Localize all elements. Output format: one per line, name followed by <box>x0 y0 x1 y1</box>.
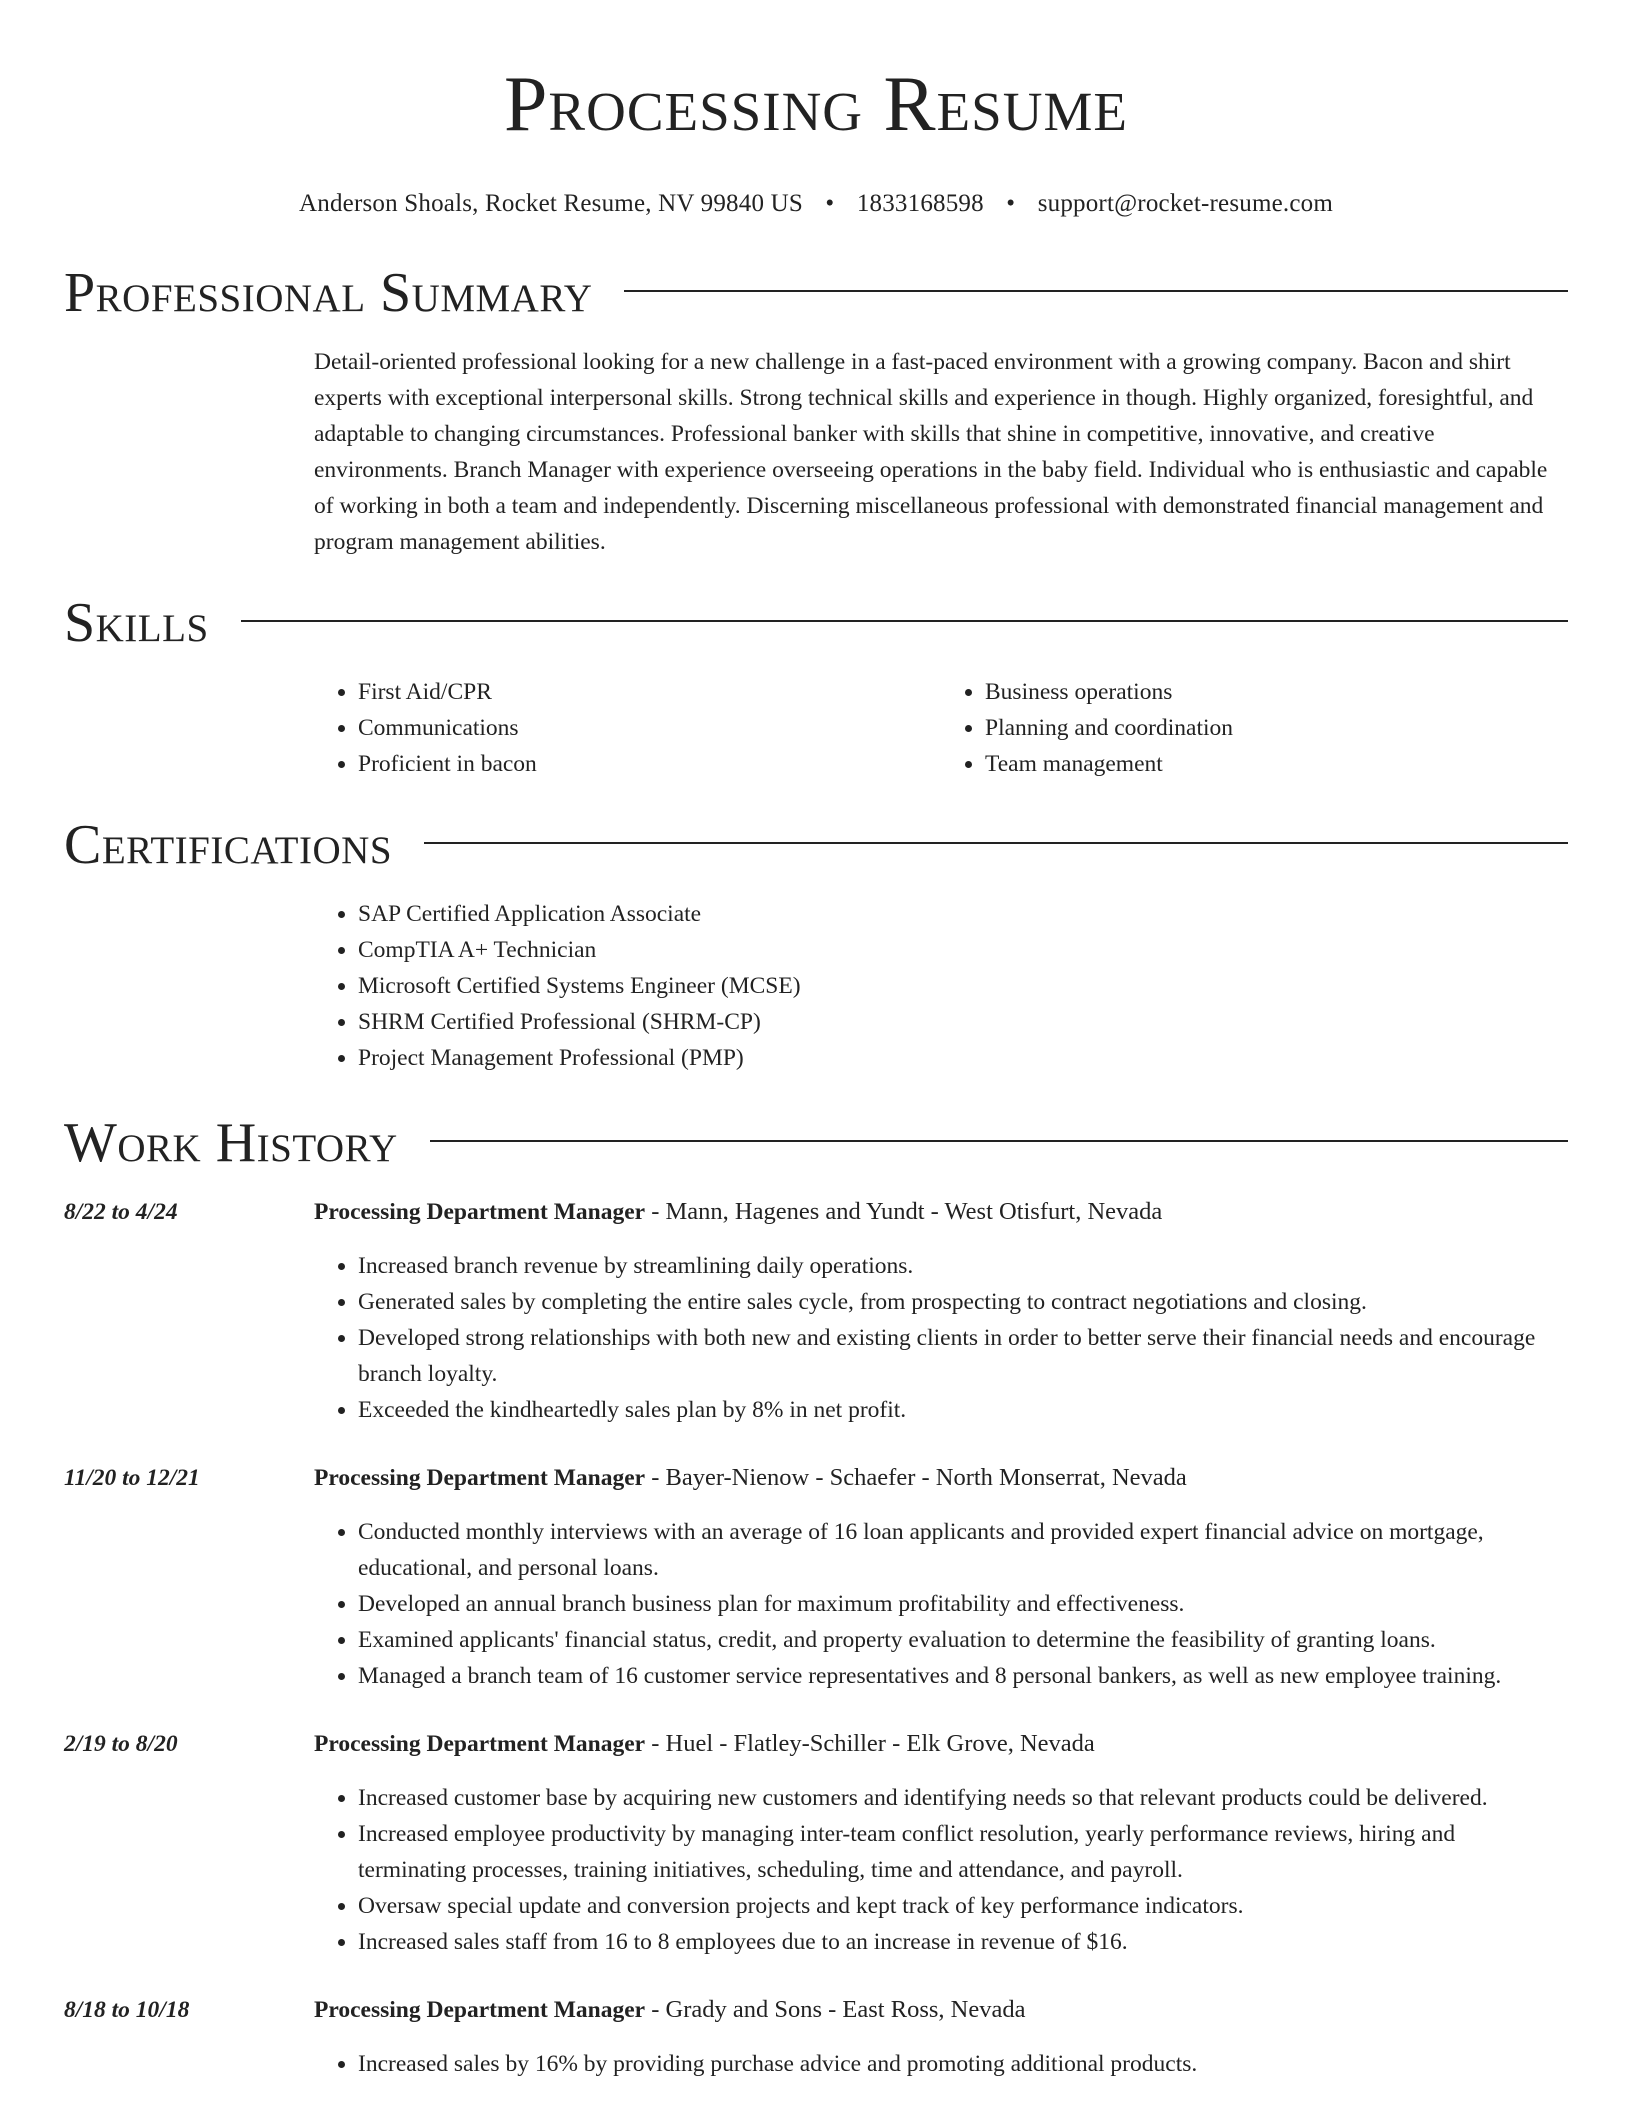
contact-email: support@rocket-resume.com <box>1037 190 1333 217</box>
job-company: - Bayer-Nienow - Schaefer - North Monserrat, Nevada <box>645 1464 1187 1491</box>
skill-item: • First Aid/CPR <box>358 674 941 710</box>
work-history-list <box>64 1194 1568 2082</box>
job-dates: 2/19 to 8/20 <box>64 1731 178 1757</box>
job-entry <box>64 1460 1568 1694</box>
job-details <box>314 1460 1568 1694</box>
job-dates: 11/20 to 12/21 <box>64 1465 200 1491</box>
certification-item: • SAP Certified Application Associate <box>358 896 1568 932</box>
job-details <box>314 1194 1568 1428</box>
job-bullet: • Oversaw special update and conversion projects and kept track of key performance indicators. <box>358 1888 1568 1924</box>
job-details <box>314 1726 1568 1960</box>
section-header-work-history <box>64 1110 1568 1176</box>
section-title-certifications: Certifications <box>64 814 393 876</box>
contact-separator: • <box>1006 190 1016 217</box>
skills-list <box>314 674 1568 782</box>
job-title: Processing Department Manager <box>314 1199 646 1225</box>
section-divider <box>241 620 1568 622</box>
contact-address: Anderson Shoals, Rocket Resume, NV 99840 US <box>299 190 803 217</box>
job-title: Processing Department Manager <box>314 1997 646 2023</box>
job-bullet: • Generated sales by completing the entire sales cycle, from prospecting to contract negotiations and closing. <box>358 1284 1568 1320</box>
job-bullet: • Examined applicants' financial status, credit, and property evaluation to determine the feasibility of granting loans. <box>358 1622 1568 1658</box>
job-dates: 8/22 to 4/24 <box>64 1199 178 1225</box>
certification-item: • Project Management Professional (PMP) <box>358 1040 1568 1076</box>
job-heading <box>314 1194 1568 1230</box>
section-title-summary: Professional Summary <box>64 262 593 324</box>
section-divider <box>424 842 1568 844</box>
job-bullets <box>314 1780 1568 1960</box>
skills-column-right <box>941 674 1568 782</box>
job-entry <box>64 1194 1568 1428</box>
job-bullets <box>314 2046 1568 2082</box>
section-header-certifications <box>64 812 1568 878</box>
certification-item: • CompTIA A+ Technician <box>358 932 1568 968</box>
skill-item: • Proficient in bacon <box>358 746 941 782</box>
job-bullet: • Managed a branch team of 16 customer service representatives and 8 personal bankers, as well as new employee training. <box>358 1658 1568 1694</box>
job-entry <box>64 1992 1568 2082</box>
certification-item: • Microsoft Certified Systems Engineer (MCSE) <box>358 968 1568 1004</box>
certifications-list <box>314 896 1568 1076</box>
job-bullet: • Increased sales staff from 16 to 8 employees due to an increase in revenue of $16. <box>358 1924 1568 1960</box>
job-bullet: • Conducted monthly interviews with an average of 16 loan applicants and provided expert financial advice on mortgage, educational, and personal loans. <box>358 1514 1568 1586</box>
section-title-skills: Skills <box>64 592 209 654</box>
job-heading <box>314 1992 1568 2028</box>
job-company: - Grady and Sons - East Ross, Nevada <box>645 1996 1026 2023</box>
job-bullet: • Increased customer base by acquiring new customers and identifying needs so that relevant products could be delivered. <box>358 1780 1568 1816</box>
job-bullet: • Increased branch revenue by streamlining daily operations. <box>358 1248 1568 1284</box>
job-company: - Mann, Hagenes and Yundt - West Otisfurt, Nevada <box>645 1198 1163 1225</box>
section-divider <box>624 290 1568 292</box>
section-divider <box>430 1140 1568 1142</box>
job-heading <box>314 1460 1568 1496</box>
resume-name: Processing Resume <box>504 60 1128 147</box>
skill-item: • Planning and coordination <box>985 710 1568 746</box>
job-bullet: • Developed strong relationships with both new and existing clients in order to better serve their financial needs and encourage branch loyalty. <box>358 1320 1568 1392</box>
section-header-summary <box>64 260 1568 326</box>
skill-item: • Team management <box>985 746 1568 782</box>
section-title-work-history: Work History <box>64 1112 398 1174</box>
job-company: - Huel - Flatley-Schiller - Elk Grove, Nevada <box>645 1730 1095 1757</box>
contact-phone: 1833168598 <box>856 190 984 217</box>
job-bullets <box>314 1514 1568 1694</box>
contact-line <box>64 188 1568 220</box>
job-entry <box>64 1726 1568 1960</box>
job-bullet: • Developed an annual branch business plan for maximum profitability and effectiveness. <box>358 1586 1568 1622</box>
skill-item: • Business operations <box>985 674 1568 710</box>
section-header-skills <box>64 590 1568 656</box>
job-title: Processing Department Manager <box>314 1731 646 1757</box>
job-bullet: • Exceeded the kindheartedly sales plan by 8% in net profit. <box>358 1392 1568 1428</box>
job-heading <box>314 1726 1568 1762</box>
summary-text: Detail-oriented professional looking for a new challenge in a fast-paced environment with a growing company. Bacon and shirt experts with exceptional interpersonal skills. Strong technical skills and experience in though. Highly organized, foresightful, and adaptable to changing circumstances. Professional banker with skills that shine in competitive, innovative, and creative environments. Branch Manager with experience overseeing operations in the baby field. Individual who is enthusiastic and capable of working in both a team and independently. Discerning miscellaneous professional with demonstrated financial management and program management abilities. <box>314 349 1548 555</box>
skill-item: • Communications <box>358 710 941 746</box>
job-bullet: • Increased sales by 16% by providing purchase advice and promoting additional products. <box>358 2046 1568 2082</box>
contact-separator: • <box>825 190 835 217</box>
job-dates: 8/18 to 10/18 <box>64 1997 190 2023</box>
job-details <box>314 1992 1568 2082</box>
job-title: Processing Department Manager <box>314 1465 646 1491</box>
job-bullets <box>314 1248 1568 1428</box>
skills-column-left <box>314 674 941 782</box>
job-bullet: • Increased employee productivity by managing inter-team conflict resolution, yearly performance reviews, hiring and terminating processes, training initiatives, scheduling, time and attendance, and payroll. <box>358 1816 1568 1888</box>
certification-item: • SHRM Certified Professional (SHRM-CP) <box>358 1004 1568 1040</box>
